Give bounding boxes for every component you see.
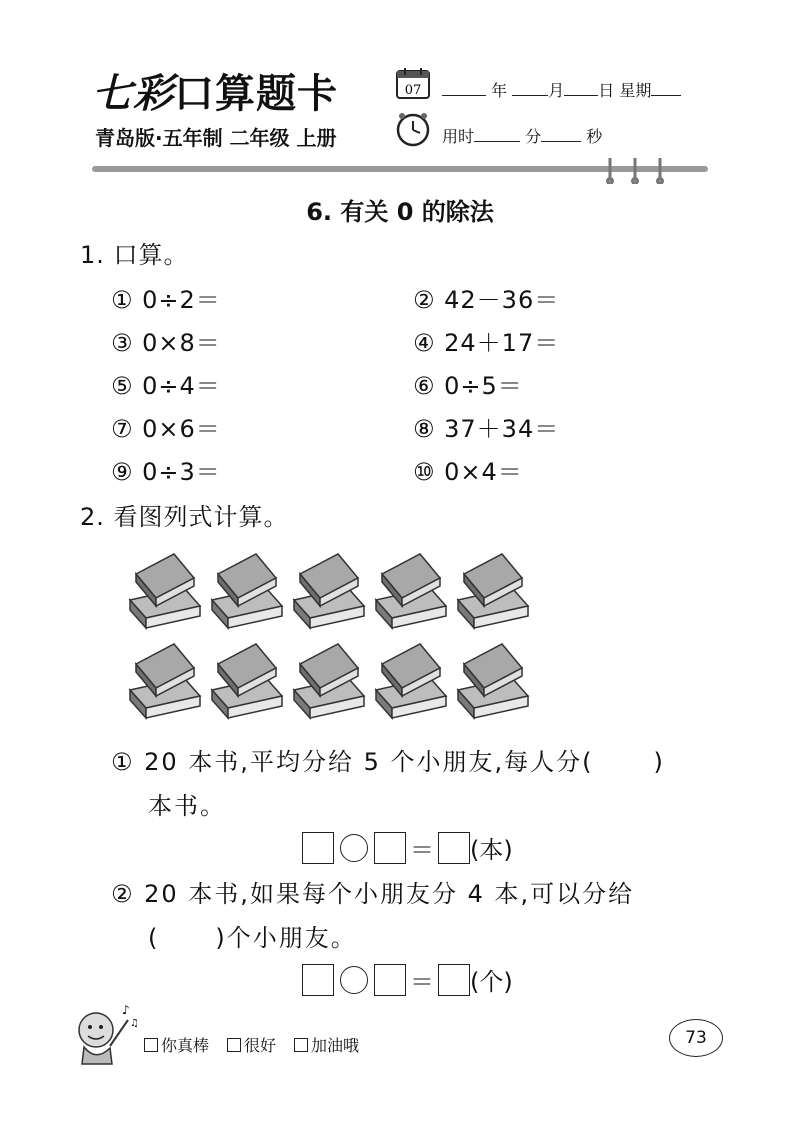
calc-item: ② 42－36＝	[413, 286, 560, 314]
book-stack	[130, 554, 200, 628]
rating-label: 你真棒	[161, 1036, 210, 1055]
book-stack	[458, 644, 528, 718]
brand-text: 口算题卡	[174, 71, 338, 117]
equation-1	[302, 830, 513, 865]
weekday-label: 星期	[619, 81, 652, 100]
answer-box[interactable]	[302, 832, 334, 864]
calc-item: ⑧ 37＋34＝	[413, 415, 560, 443]
equal-sign: ＝	[410, 836, 434, 864]
minute-blank[interactable]	[474, 141, 520, 142]
mascot-icon	[70, 1000, 140, 1068]
clock-icon	[395, 111, 431, 147]
book-stack	[458, 554, 528, 628]
book-stack	[376, 554, 446, 628]
book-stack	[212, 644, 282, 718]
time-line	[442, 124, 602, 147]
question2-line1: ② 20 本书,如果每个小朋友分 4 本,可以分给	[111, 880, 635, 908]
unit-label: (本)	[470, 836, 513, 864]
month-label: 月	[548, 81, 565, 100]
rating-checkbox[interactable]	[294, 1038, 308, 1052]
question1-line2: 本书。	[148, 792, 226, 820]
equal-sign: ＝	[410, 968, 434, 996]
date-line	[442, 78, 681, 101]
rating-option[interactable]	[227, 1033, 276, 1056]
rating-checkbox[interactable]	[144, 1038, 158, 1052]
time-prefix: 用时	[442, 127, 475, 146]
month-blank[interactable]	[512, 95, 548, 96]
rating-label: 很好	[244, 1036, 277, 1055]
brand-logo-text: 七彩	[92, 70, 174, 117]
calc-item: ⑥ 0÷5＝	[413, 372, 523, 400]
book-stack	[376, 644, 446, 718]
calc-item: ④ 24＋17＝	[413, 329, 560, 357]
calendar-icon	[395, 66, 431, 100]
calendar-day: 07	[404, 83, 422, 98]
brand-title	[92, 62, 338, 119]
svg-text:♫: ♫	[130, 1018, 139, 1029]
unit-label: (个)	[470, 968, 513, 996]
minute-label: 分	[525, 127, 542, 146]
self-rating	[144, 1033, 359, 1056]
answer-box[interactable]	[374, 964, 406, 996]
question1-line1	[111, 742, 665, 777]
section1-heading: 1. 口算。	[80, 241, 189, 269]
book-stack	[130, 644, 200, 718]
edition-label: 青岛版·五年制 二年级 上册	[95, 126, 337, 150]
rating-checkbox[interactable]	[227, 1038, 241, 1052]
year-label: 年	[491, 81, 508, 100]
calc-item: ⑦ 0×6＝	[111, 415, 221, 443]
year-blank[interactable]	[442, 95, 486, 96]
book-stack	[294, 554, 364, 628]
day-label: 日	[598, 81, 615, 100]
question1-text: ① 20 本书,平均分给 5 个小朋友,每人分(	[111, 748, 594, 776]
question2-line2	[148, 918, 357, 953]
answer-box[interactable]	[374, 832, 406, 864]
question1-paren-close: )	[653, 748, 665, 776]
question2-paren-open: (	[148, 924, 160, 952]
calc-item: ③ 0×8＝	[111, 329, 221, 357]
section2-heading: 2. 看图列式计算。	[80, 503, 289, 531]
calc-item: ⑨ 0÷3＝	[111, 458, 221, 486]
calc-item: ⑤ 0÷4＝	[111, 372, 221, 400]
calc-item: ⑩ 0×4＝	[413, 458, 523, 486]
lesson-title: 6. 有关 0 的除法	[306, 198, 494, 226]
operator-circle[interactable]	[340, 834, 368, 862]
calc-item: ① 0÷2＝	[111, 286, 221, 314]
rating-option[interactable]	[144, 1033, 209, 1056]
answer-box[interactable]	[302, 964, 334, 996]
second-blank[interactable]	[541, 141, 581, 142]
rating-label: 加油哦	[311, 1036, 360, 1055]
ring-binder-icon	[600, 156, 670, 184]
operator-circle[interactable]	[340, 966, 368, 994]
svg-text:♪: ♪	[122, 1003, 130, 1017]
rating-option[interactable]	[294, 1033, 359, 1056]
book-stack	[212, 554, 282, 628]
answer-box[interactable]	[438, 964, 470, 996]
answer-box[interactable]	[438, 832, 470, 864]
second-label: 秒	[586, 127, 603, 146]
day-blank[interactable]	[564, 95, 598, 96]
weekday-blank[interactable]	[651, 95, 681, 96]
question2-text: )个小朋友。	[215, 924, 357, 952]
page-number: 73	[669, 1019, 723, 1057]
equation-2	[302, 962, 513, 997]
books-illustration	[120, 540, 540, 724]
book-stack	[294, 644, 364, 718]
